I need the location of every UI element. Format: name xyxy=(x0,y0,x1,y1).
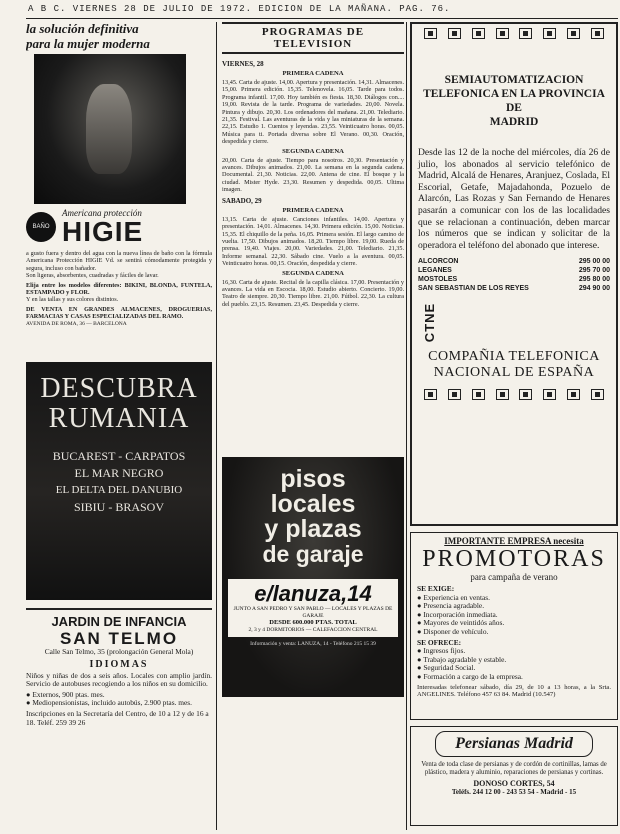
telefonica-row-number: 295 00 00 xyxy=(578,258,610,266)
column-divider-2 xyxy=(406,22,407,830)
pisos-line-4: de garaje xyxy=(262,541,364,567)
jardin-title-2: SAN TELMO xyxy=(59,629,179,648)
persianas-ad xyxy=(410,726,618,826)
promotoras-offer-4-text: Formación a cargo de la empresa. xyxy=(423,671,523,681)
higie-footer: AVENIDA DE ROMA, 36 — BARCELONA xyxy=(26,320,127,327)
decorative-square-icon xyxy=(448,389,461,400)
pisos-line-3: y plazas xyxy=(264,515,362,543)
promotoras-title: PROMOTORAS xyxy=(422,546,606,572)
higie-ad xyxy=(26,22,212,358)
higie-models-2: Y en las tallas y sus colores distintos. xyxy=(26,296,119,304)
pisos-brand: e/lanuza,14 xyxy=(254,581,372,606)
telefonica-ad xyxy=(410,22,618,526)
telefonica-bottom-border xyxy=(418,389,610,400)
persianas-logo: Persianas Madrid xyxy=(455,735,573,752)
rumania-ad xyxy=(26,362,212,600)
promotoras-offer-label: SE OFRECE: xyxy=(417,637,462,647)
jardin-info: Inscripciones en la Secretaría del Centro, de 10 a 12 y de 16 a 18. Teléf. 259 39 26 xyxy=(26,708,209,727)
higie-photo xyxy=(34,54,186,204)
tv-day-2-ch2: SEGUNDA CADENA xyxy=(282,269,344,277)
promotoras-offer-4: ● Formación a cargo de la empresa. xyxy=(417,671,523,681)
telefonica-row-place: ALCORCON xyxy=(418,258,459,266)
promotoras-req-5-text: Disponer de vehículo. xyxy=(423,626,489,636)
decorative-square-icon xyxy=(424,28,437,39)
promotoras-req-3: ● Incorporación inmediata. xyxy=(417,609,498,619)
telefonica-company-2: NACIONAL DE ESPAÑA xyxy=(433,365,595,381)
jardin-address: Calle San Telmo, 35 (prolongación General Mola) xyxy=(44,647,194,656)
promotoras-subtitle: para campaña de verano xyxy=(470,572,558,582)
header-rule xyxy=(26,18,618,19)
tv-listings xyxy=(222,57,404,451)
jardin-ad xyxy=(26,608,212,727)
telefonica-row xyxy=(418,257,610,266)
decorative-square-icon xyxy=(448,28,461,39)
jardin-section: IDIOMAS xyxy=(89,658,149,670)
jardin-item-1-text: Externos, 900 ptas. mes. xyxy=(32,689,105,699)
higie-badge-label: BAÑO xyxy=(32,224,50,230)
pisos-detail-1: JUNTO A SAN PEDRO Y SAN PABLO — LOCALES Y PLAZAS DE GARAJE xyxy=(233,606,393,619)
promotoras-req-label: SE EXIGE: xyxy=(417,584,455,593)
promotoras-req-3-text: Incorporación inmediata. xyxy=(423,609,498,619)
decorative-square-icon xyxy=(519,389,532,400)
tv-day-1-ch2-text: 20,00. Carta de ajuste. Tiempo para nosotros. 20,30. Presentación y avances. Dibujos animados. 21,00. La semana en la segunda cadena. Documental. 21,30. Noticias. 22,00. Antena de cine. El bosque y la ciudad. Mister Hyde. 23,30. Resumen y despedida. 00,05. Ultima imagen. xyxy=(222,156,404,194)
persianas-address: DONOSO CORTES, 54 xyxy=(473,779,555,788)
promotoras-req-4: ● Mayores de veintidós años. xyxy=(417,618,505,628)
jardin-item-1: ● Externos, 900 ptas. mes. xyxy=(26,689,105,699)
promotoras-req-1: ● Experiencia en ventas. xyxy=(417,592,491,602)
tv-day-1-ch1-text: 13,45. Carta de ajuste. 14,00. Apertura y presentación. 14,31. Almacenes. 15,00. Primera edición. 15,35. Telenovela. 16,05. Tarde para todos. Programa infantil. 17,00. Hoy también es fiesta. 18,30. Diálogos con.... 19,00. Revista de la tarde. Programa de variedades. 20,00. Novela. Pintura y dibujo. 20,30. Los ordenadores del mañana. 21,00. Telediario. 21,35. Festival. Las aventuras de la vida y las miniaturas de la semana. 22,15. Estudio 1. Cuentos y leyendas. 23,55. Veinticuatro horas. 00,05. Música para ti. Portada diversa sobre El Verano. 00,30. Oración, despedida y cierre. xyxy=(222,79,404,146)
telefonica-title-1: SEMIAUTOMATIZACION TELEFONICA EN LA PROVINCIA DE xyxy=(423,74,605,114)
higie-models-1: Elija entre los modelos diferentes: BIKINI, BLONDA, FUNTELA, ESTAMPADO y FLOR. xyxy=(26,281,212,297)
telefonica-row-number: 295 80 00 xyxy=(578,276,610,284)
pisos-footer: Información y venta: LANUZA, 14 - Teléfono 215 15 39 xyxy=(250,640,376,647)
jardin-item-2: ● Mediopensionistas, incluido autobús, 2.900 ptas. mes. xyxy=(26,698,193,708)
promotoras-ad xyxy=(410,532,618,720)
tv-day-2-ch2-text: 16,30. Carta de ajuste. Recital de la capilla clásica. 17,00. Presentación y avances. La vida en Escocia. 18,00. Estudio abierto. Concierto. 19,00. Teatro de siempre. 20,30. Tiempo libre. 21,00. Fútbol. 22,30. La cultura del pueblo. 23,15. Resumen. 23,45. Despedida y cierre. xyxy=(222,278,404,308)
tv-day-1: VIERNES, 28 xyxy=(222,60,264,68)
tv-day-2-ch1: PRIMERA CADENA xyxy=(282,206,344,214)
pisos-detail-3: 2, 3 y 4 DORMITORIOS — CALEFACCION CENTRAL xyxy=(248,627,378,633)
jardin-title-1: JARDIN DE INFANCIA xyxy=(51,614,187,629)
promotoras-req-5: ● Disponer de vehículo. xyxy=(417,626,489,636)
promotoras-req-2: ● Presencia agradable. xyxy=(417,601,485,611)
pisos-detail-2: DESDE 600.000 PTAS. TOTAL xyxy=(269,619,357,626)
ctne-logo-text: CTNE xyxy=(422,303,438,343)
tv-day-2: SABADO, 29 xyxy=(222,196,262,205)
pisos-ad xyxy=(222,457,404,697)
higie-headline-2: para la mujer moderna xyxy=(26,36,150,51)
persianas-text: Venta de toda clase de persianas y de cordón de cortinillas, lamas de plástico, madera y aluminio, reparaciones de persianas y cortinas. xyxy=(421,761,607,776)
telefonica-body: Desde las 12 de la noche del miércoles, día 26 de julio, los abonados al servicio telefónico de Madrid, Alcalá de Henares, Aranjuez, Coslada, El Escorial, Getafe, Majadahonda, Pozuelo de Alarcón, Las Rozas y San Fernando de Henares pasarán a comunicar con los de las localidades que se relacionan a continuación, deben marcar los números que se indican y solicitar de la operadora el teléfono del abonado que interese. xyxy=(418,147,610,251)
pisos-line-2: locales xyxy=(270,490,356,518)
jardin-intro: Niños y niñas de dos a seis años. Locales con amplio jardín. Servicio de autobuses recogiendo a los niños en su domicilio. xyxy=(26,670,212,689)
tv-day-1-ch2: SEGUNDA CADENA xyxy=(282,147,344,155)
decorative-square-icon xyxy=(496,389,509,400)
promotoras-offer-2: ● Trabajo agradable y estable. xyxy=(417,654,507,664)
decorative-square-icon xyxy=(567,28,580,39)
decorative-square-icon xyxy=(591,389,604,400)
decorative-square-icon xyxy=(496,28,509,39)
decorative-square-icon xyxy=(567,389,580,400)
column-divider-1 xyxy=(216,22,217,830)
telefonica-row xyxy=(418,284,610,293)
column-left xyxy=(26,22,212,830)
higie-logo-row xyxy=(26,208,212,246)
persianas-phones: Teléfs. 244 12 00 - 243 53 54 - Madrid - 15 xyxy=(451,788,577,796)
telefonica-table xyxy=(418,257,610,293)
swimmer-figure-icon xyxy=(86,84,132,174)
persianas-logo-box xyxy=(435,731,593,757)
pisos-brand-band xyxy=(228,579,398,637)
telefonica-row-place: SAN SEBASTIAN DE LOS REYES xyxy=(418,285,529,293)
column-middle xyxy=(222,22,404,830)
tv-day-2-ch1-text: 13,15. Carta de ajuste. Canciones infantiles. 14,00. Apertura y presentación. 14,01. Almacenes. 14,30. Primera edición. 15,00. Noticias. 15,35. El chiquillo de la peña. 16,05. Primera sesión. El largo camino de vuelta. 17,50. Dibujos animados. 18,20. Tiempo libre. 19,00. Rueda de prensa. 19,40. Viajes. 20,00. Variedades. 21,00. Telediario. 21,35. Informe semanal. 22,30. Sábado cine. Vuelo a la aventura. 00,05. Veinticuatro horas. 00,15. Oración, despedida y cierre. xyxy=(222,215,404,268)
telefonica-row-place: LEGANES xyxy=(418,267,452,275)
rumania-title-1: DESCUBRA xyxy=(40,373,198,404)
pisos-line-1: pisos xyxy=(280,465,346,493)
promotoras-offer-3-text: Seguridad Social. xyxy=(423,663,476,673)
higie-badge xyxy=(26,212,56,242)
telefonica-row-number: 295 70 00 xyxy=(578,267,610,275)
higie-brand: HIGIE xyxy=(62,216,144,247)
higie-sale: DE VENTA EN GRANDES ALMACENES, DROGUERIAS, FARMACIAS Y CASAS ESPECIALIZADAS DEL RAMO. xyxy=(26,305,212,321)
telefonica-row xyxy=(418,266,610,275)
promotoras-contact: Interesadas telefonear sábado, día 29, de 10 a 13 horas, a la Srta. ANGELINES. Teléfono 457 63 84. Madrid (10.547) xyxy=(417,683,611,699)
promotoras-offer-1-text: Ingresos fijos. xyxy=(423,646,466,656)
higie-protection-tag: Americana protección xyxy=(62,208,142,218)
page-header: A B C. VIERNES 28 DE JULIO DE 1972. EDICION DE LA MAÑANA. PAG. 76. xyxy=(28,4,451,14)
decorative-square-icon xyxy=(472,389,485,400)
promotoras-req-1-text: Experiencia en ventas. xyxy=(423,592,491,602)
telefonica-company-1: COMPAÑIA TELEFONICA xyxy=(428,349,600,365)
decorative-square-icon xyxy=(472,28,485,39)
rumania-title-2: RUMANIA xyxy=(48,403,190,434)
promotoras-offer-2-text: Trabajo agradable y estable. xyxy=(423,654,507,664)
promotoras-req-4-text: Mayores de veintidós años. xyxy=(423,618,505,628)
higie-sizes: Son ligeras, absorbentes, cuadradas y fáciles de lavar. xyxy=(26,272,159,280)
tv-title: PROGRAMAS DE TELEVISION xyxy=(222,22,404,54)
rumania-line-3: EL DELTA DEL DANUBIO xyxy=(55,484,183,496)
rumania-line-4: SIBIU - BRASOV xyxy=(73,500,164,514)
ctne-logo xyxy=(418,297,610,349)
column-right xyxy=(410,22,618,830)
promotoras-heading: IMPORTANTE EMPRESA necesita xyxy=(444,536,584,546)
decorative-square-icon xyxy=(591,28,604,39)
decorative-square-icon xyxy=(424,389,437,400)
decorative-square-icon xyxy=(543,389,556,400)
jardin-item-2-text: Mediopensionistas, incluido autobús, 2.900 ptas. mes. xyxy=(32,698,193,708)
telefonica-row xyxy=(418,275,610,284)
telefonica-title-2: MADRID xyxy=(489,116,539,128)
promotoras-req-2-text: Presencia agradable. xyxy=(423,601,485,611)
tv-day-1-ch1: PRIMERA CADENA xyxy=(282,70,344,77)
telefonica-row-number: 294 90 00 xyxy=(578,285,610,293)
rumania-line-1: BUCAREST - CARPATOS xyxy=(52,449,186,463)
promotoras-offer-3: ● Seguridad Social. xyxy=(417,663,476,673)
rumania-line-2: EL MAR NEGRO xyxy=(74,466,164,480)
decorative-square-icon xyxy=(543,28,556,39)
higie-headline-1: la solución definitiva xyxy=(26,22,139,36)
promotoras-offer-1: ● Ingresos fijos. xyxy=(417,646,466,656)
higie-intro: a gusto fuera y dentro del agua con la nueva línea de baño con la fórmula Americana Protección HIGIE Vd. se sentirá cómodamente protegida y segura, incluso con bañador. xyxy=(26,250,212,272)
telefonica-top-border xyxy=(418,28,610,39)
decorative-square-icon xyxy=(519,28,532,39)
telefonica-row-place: MOSTOLES xyxy=(418,276,458,284)
